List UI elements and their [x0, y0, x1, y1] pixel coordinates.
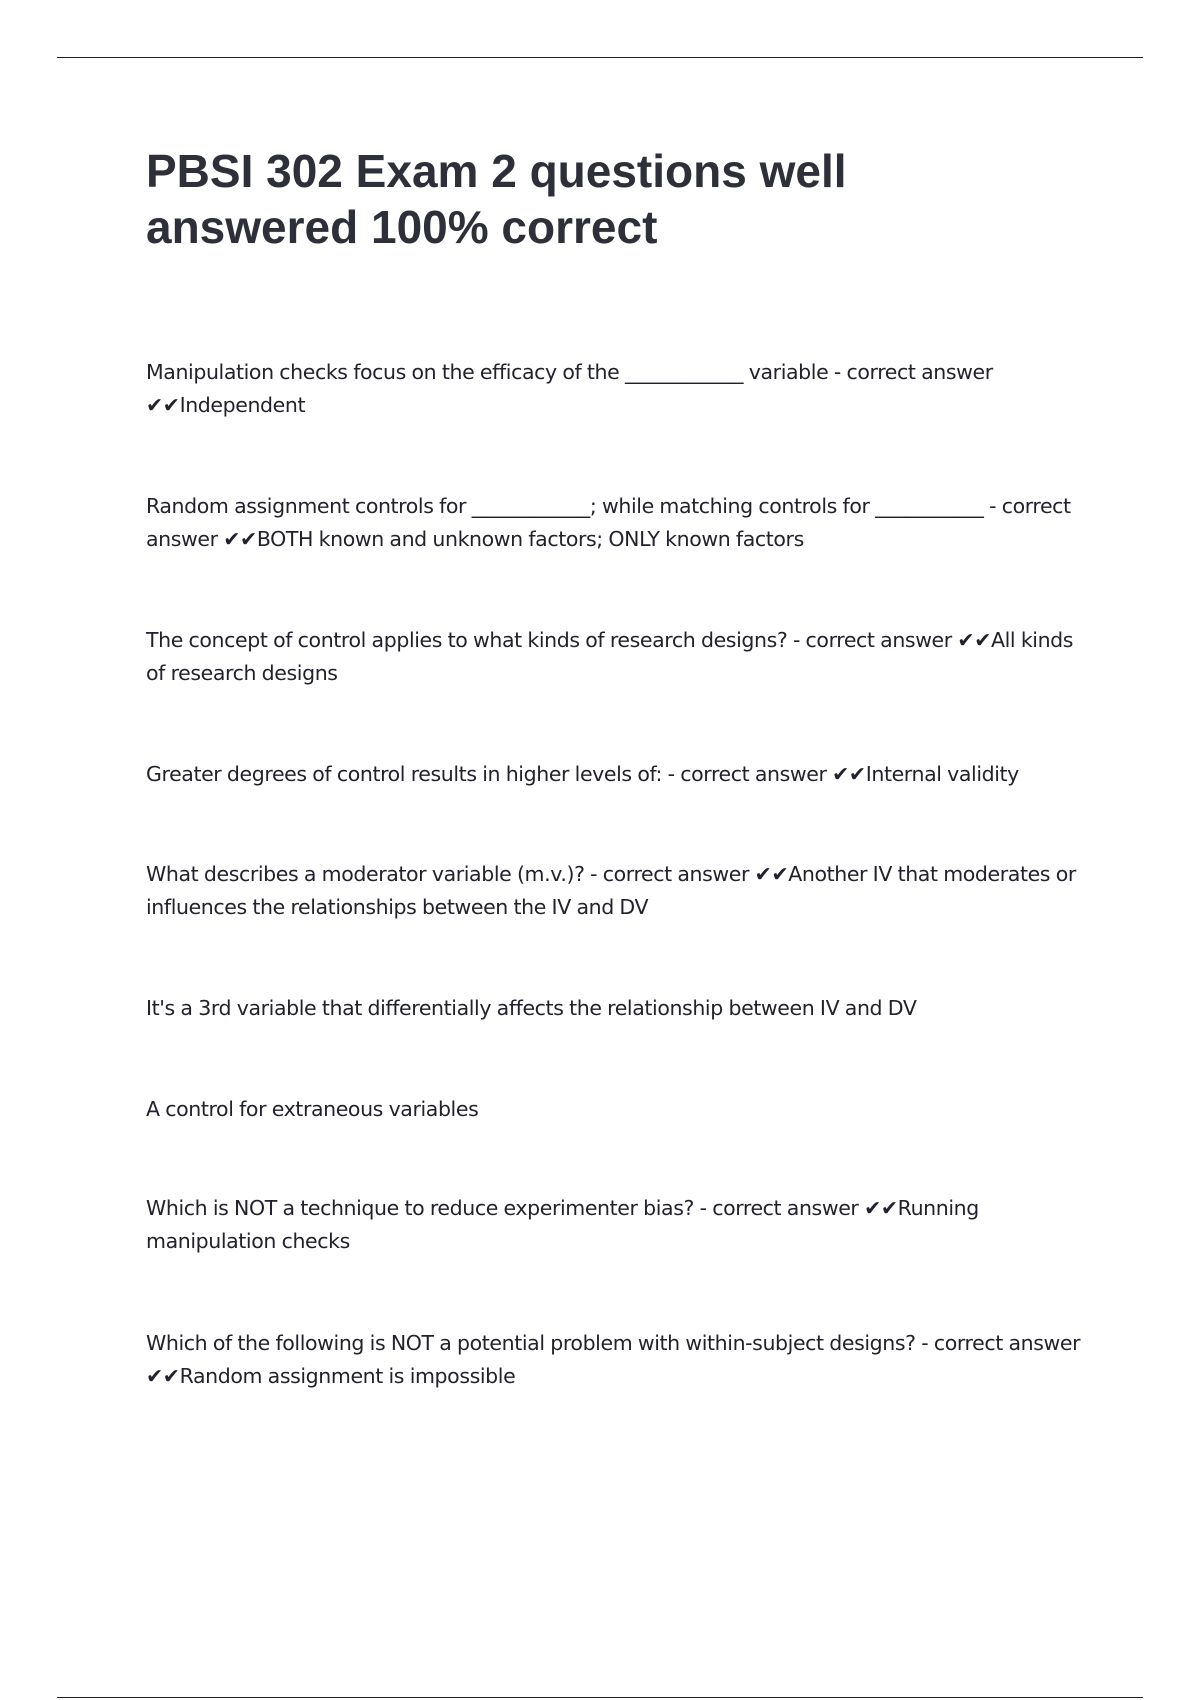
qa-item — [146, 356, 1092, 422]
question-text: Which is NOT a technique to reduce experimenter bias? - correct answer — [146, 1196, 859, 1220]
bottom-rule — [57, 1697, 1143, 1698]
double-check-icon: ✔✔ — [754, 862, 789, 886]
question-text: Random assignment controls for ____________; while matching controls for ___________ - correct answer — [146, 494, 1071, 551]
question-text: What describes a moderator variable (m.v.)? - correct answer — [146, 862, 750, 886]
double-check-icon: ✔✔ — [223, 527, 257, 551]
double-check-icon: ✔✔ — [864, 1196, 898, 1220]
text-paragraph: It's a 3rd variable that differentially affects the relationship between IV and DV — [146, 996, 917, 1020]
question-text: Manipulation checks focus on the efficacy of the ____________ variable - correct answer — [146, 360, 993, 384]
double-check-icon: ✔✔ — [146, 393, 180, 417]
answer-text: Independent — [179, 393, 306, 417]
text-paragraph: A control for extraneous variables — [146, 1097, 479, 1121]
double-check-icon: ✔✔ — [957, 628, 991, 652]
double-check-icon: ✔✔ — [832, 762, 866, 786]
answer-text: Random assignment is impossible — [179, 1364, 516, 1388]
qa-item — [146, 624, 1092, 690]
answer-text: Running manipulation checks — [146, 1196, 979, 1253]
qa-item — [146, 490, 1092, 556]
qa-item — [146, 758, 1092, 791]
answer-text: All kinds of research designs — [146, 628, 1074, 685]
qa-item — [146, 1327, 1092, 1393]
answer-text: BOTH known and unknown factors; ONLY known factors — [256, 527, 804, 551]
answer-text: Another IV that moderates or influences the relationships between the IV and DV — [146, 862, 1076, 919]
double-check-icon: ✔✔ — [146, 1364, 180, 1388]
qa-item — [146, 858, 1092, 924]
page-title: PBSI 302 Exam 2 questions well answered 100% correct — [146, 145, 847, 253]
answer-text: Internal validity — [865, 762, 1019, 786]
question-text: The concept of control applies to what kinds of research designs? - correct answer — [146, 628, 952, 652]
question-text: Which of the following is NOT a potential problem with within-subject designs? - correct answer — [146, 1331, 1081, 1355]
question-text: Greater degrees of control results in higher levels of: - correct answer — [146, 762, 827, 786]
top-rule — [57, 57, 1143, 58]
qa-item — [146, 1192, 1092, 1258]
